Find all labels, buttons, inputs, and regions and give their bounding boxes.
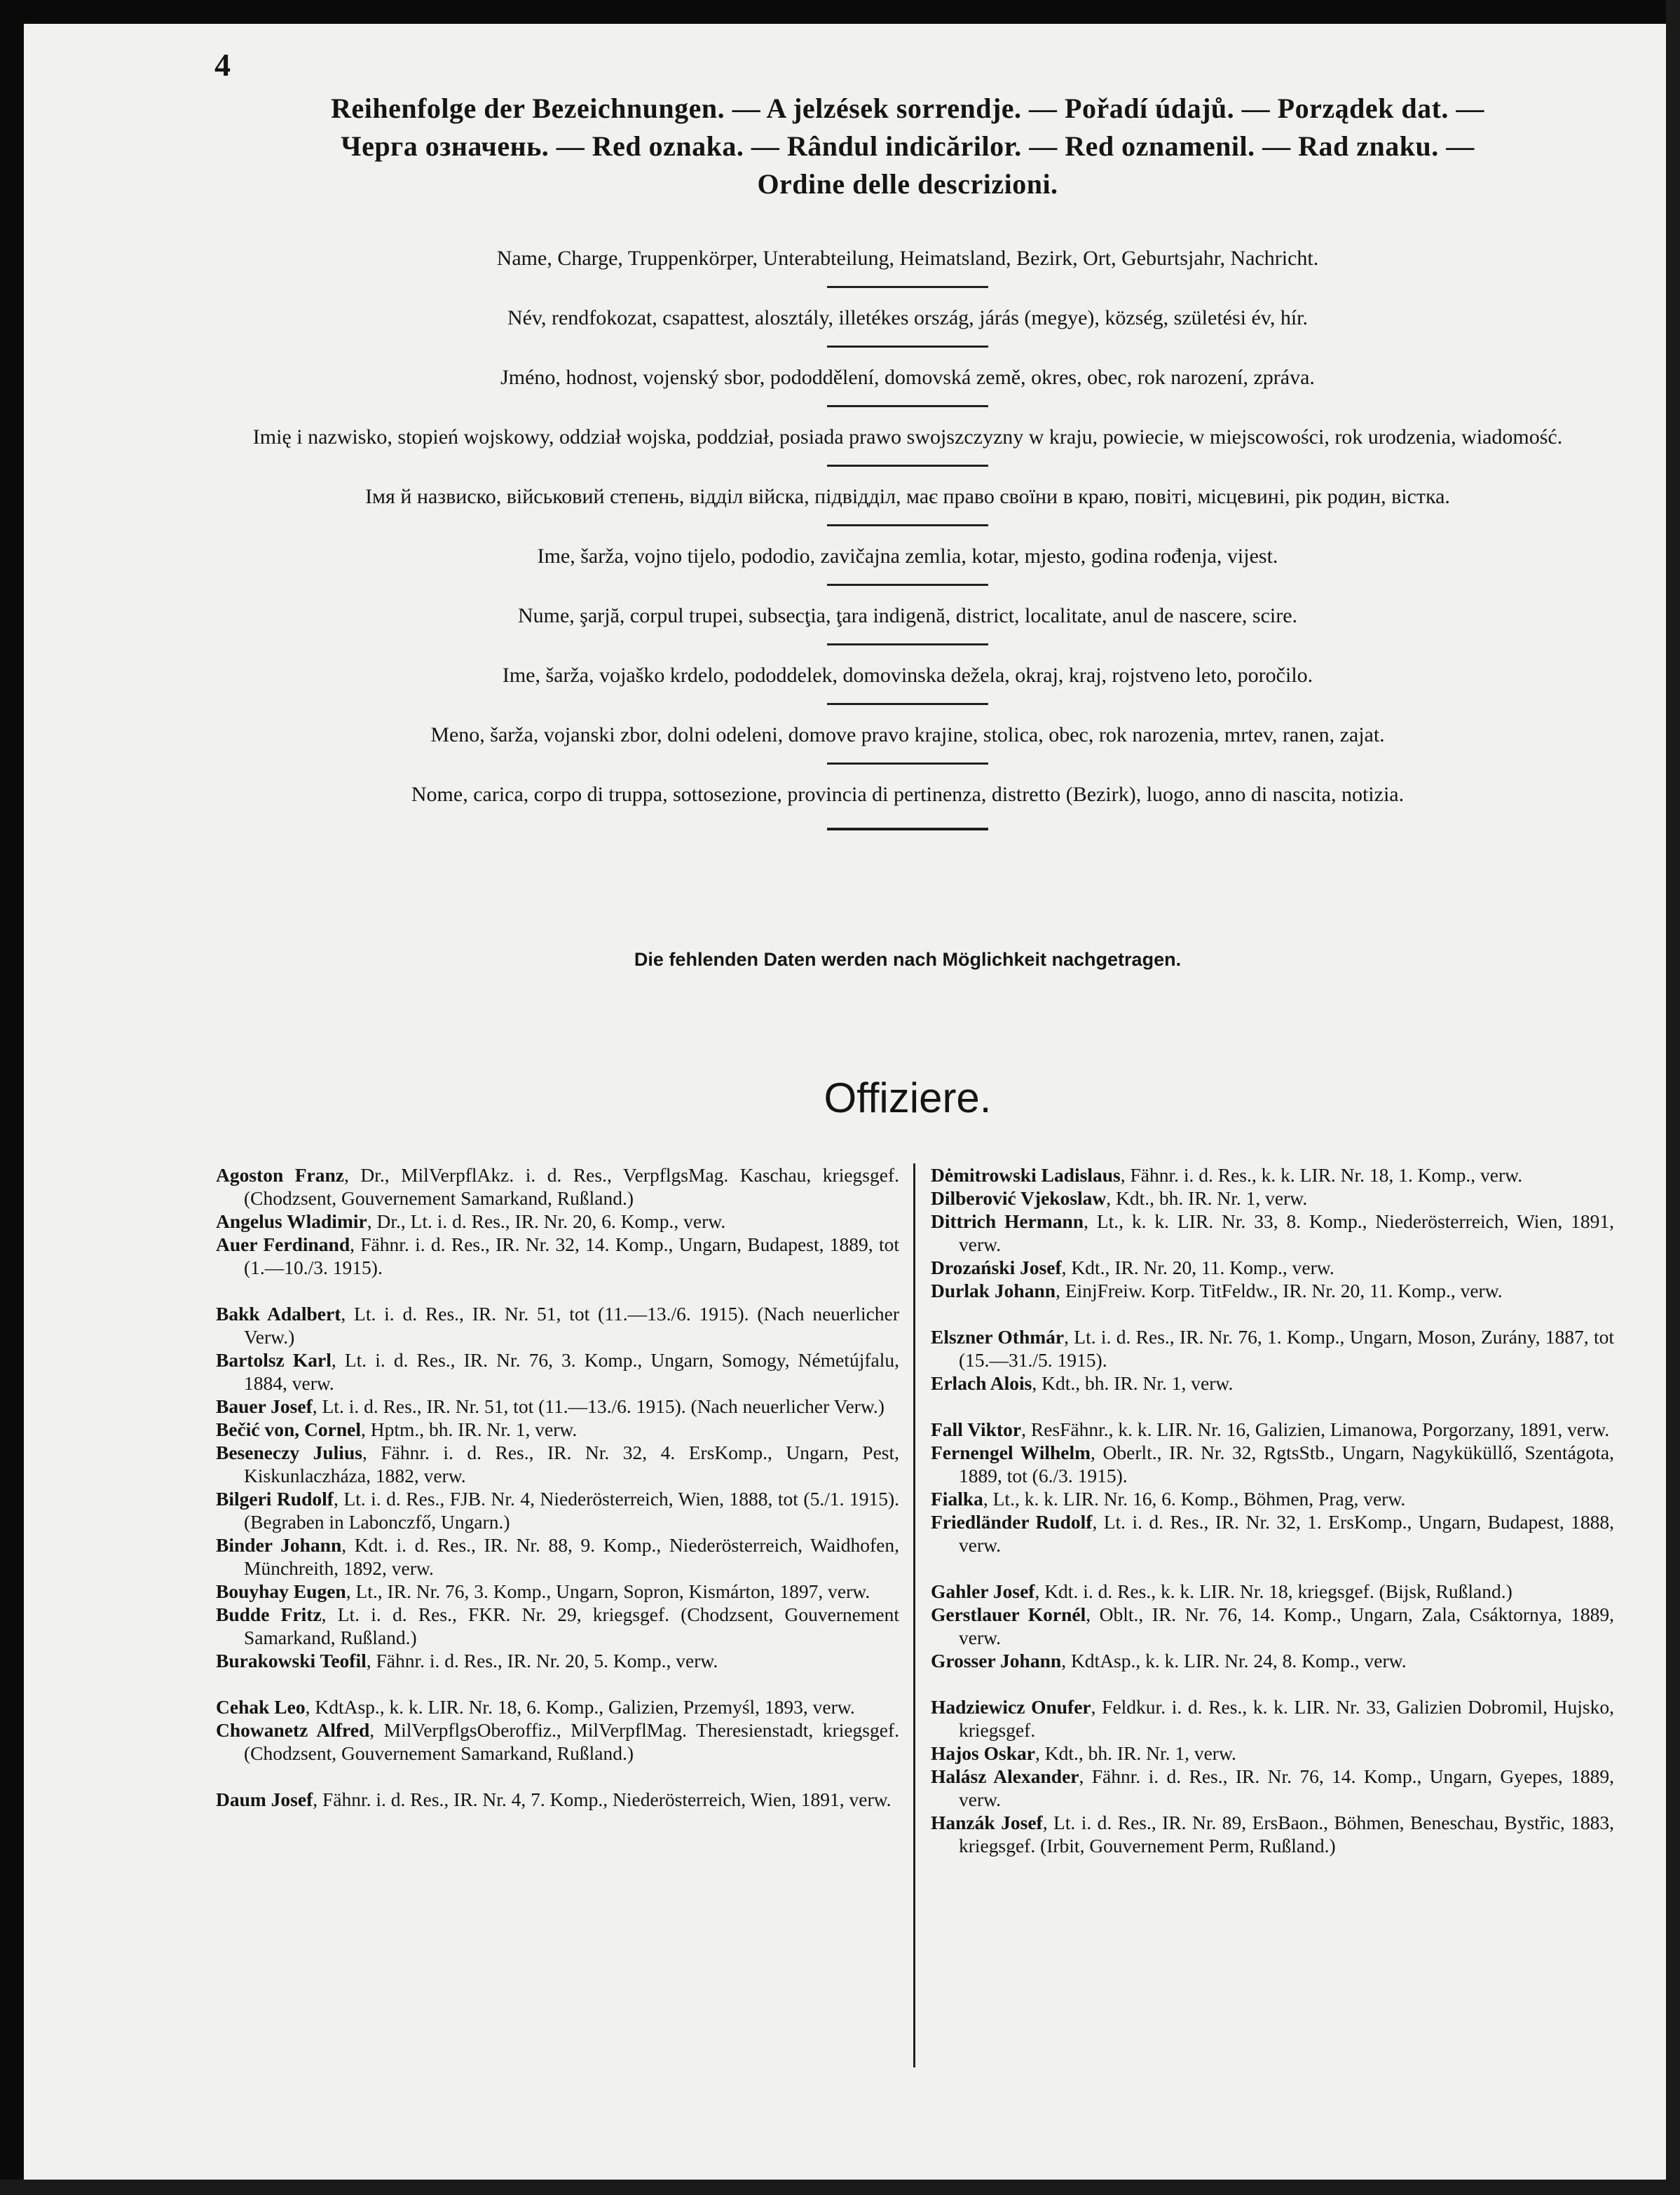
scan-border-top <box>0 0 1680 24</box>
casualty-entry <box>216 1210 899 1233</box>
casualty-entry <box>216 1533 899 1580</box>
casualty-name: Grosser Johann <box>931 1650 1062 1671</box>
legend-divider <box>827 465 988 467</box>
casualty-name: Elszner Othmár <box>931 1326 1065 1348</box>
casualty-entry <box>216 1695 899 1718</box>
casualty-details: , Lt., k. k. LIR. Nr. 16, 6. Komp., Böhmen, Prag, verw. <box>983 1488 1406 1510</box>
casualty-name: Drozański Josef <box>931 1257 1062 1278</box>
casualty-entry <box>931 1580 1614 1603</box>
casualty-details: , Kdt., bh. IR. Nr. 1, verw. <box>1034 1742 1236 1764</box>
casualty-details: , Hptm., bh. IR. Nr. 1, verw. <box>360 1418 578 1440</box>
casualty-name: Bilgeri Rudolf <box>216 1488 334 1510</box>
casualty-name: Durlak Johann <box>931 1280 1056 1301</box>
casualty-details: , Lt. i. d. Res., FJB. Nr. 4, Niederösterreich, Wien, 1888, tot (5./1. 1915). (Begraben in Labonczfő, Ungarn.) <box>244 1488 900 1533</box>
casualty-details: , EinjFreiw. Korp. TitFeldw., IR. Nr. 20, 11. Komp., verw. <box>1056 1280 1503 1301</box>
legend-entry-polish: Imię i nazwisko, stopień wojskowy, oddział wojska, poddział, posiada prawo swojszczyzny w kraju, powiecie, w miejscowości, rok urodzenia, wiadomość. <box>252 425 1563 449</box>
casualty-name: Auer Ferdinand <box>216 1233 350 1255</box>
casualty-details: , Fähnr. i. d. Res., IR. Nr. 76, 14. Komp., Ungarn, Gyepes, 1889, verw. <box>959 1765 1614 1810</box>
casualty-entry <box>931 1256 1614 1279</box>
casualty-details: , Fähnr. i. d. Res., IR. Nr. 20, 5. Komp., verw. <box>366 1650 718 1671</box>
casualty-entry <box>931 1811 1614 1857</box>
casualty-name: Daum Josef <box>216 1789 313 1810</box>
casualty-details: , Kdt. i. d. Res., k. k. LIR. Nr. 18, kriegsgef. (Bijsk, Rußland.) <box>1034 1580 1512 1602</box>
alphabet-group-gap <box>216 1672 899 1695</box>
alphabet-group-gap <box>931 1672 1614 1695</box>
legend-entry-croatian: Ime, šarža, vojno tijelo, pododio, zavičajna zemlia, kotar, mjesto, godina rođenja, vijest. <box>537 545 1278 568</box>
casualty-name: Bakk Adalbert <box>216 1303 341 1325</box>
left-column <box>216 1163 899 1811</box>
legend-entry-hungarian: Név, rendfokozat, csapattest, alosztály, illetékes ország, járás (megye), község, születési év, hír. <box>507 306 1309 329</box>
casualty-entry <box>931 1279 1614 1302</box>
legend-divider-final <box>827 828 988 830</box>
casualty-name: Fernengel Wilhelm <box>931 1442 1091 1463</box>
alphabet-group-gap <box>931 1557 1614 1580</box>
casualty-entry <box>216 1441 899 1487</box>
casualty-details: , Lt. i. d. Res., IR. Nr. 89, ErsBaon., Böhmen, Beneschau, Bystřic, 1883, kriegsgef. (Irbit, Gouvernement Perm, Rußland.) <box>959 1812 1615 1856</box>
title-line: Ordine delle descrizioni. <box>757 168 1058 200</box>
casualty-entry <box>216 1418 899 1441</box>
legend-divider <box>827 703 988 705</box>
legend-entry-german: Name, Charge, Truppenkörper, Unterabteilung, Heimatsland, Bezirk, Ort, Geburtsjahr, Nachricht. <box>496 247 1319 270</box>
casualty-name: Dėmitrowski Ladislaus <box>931 1164 1121 1186</box>
casualty-details: , KdtAsp., k. k. LIR. Nr. 18, 6. Komp., Galizien, Przemyśl, 1893, verw. <box>305 1696 855 1718</box>
casualty-entry <box>931 1603 1614 1649</box>
casualty-entry <box>931 1441 1614 1487</box>
casualty-entry <box>216 1718 899 1765</box>
casualty-details: , Lt. i. d. Res., IR. Nr. 76, 3. Komp., Ungarn, Somogy, Németújfalu, 1884, verw. <box>244 1349 899 1394</box>
casualty-details: , Lt. i. d. Res., IR. Nr. 51, tot (11.—13./6. 1915). (Nach neuerlicher Verw.) <box>312 1395 885 1417</box>
casualty-name: Hanzák Josef <box>931 1812 1043 1833</box>
casualty-details: , Fähnr. i. d. Res., IR. Nr. 4, 7. Komp., Niederösterreich, Wien, 1891, verw. <box>313 1789 892 1810</box>
casualty-details: , Lt., k. k. LIR. Nr. 33, 8. Komp., Niederösterreich, Wien, 1891, verw. <box>959 1210 1614 1255</box>
casualty-details: , Lt., IR. Nr. 76, 3. Komp., Ungarn, Sopron, Kismárton, 1897, verw. <box>346 1580 870 1602</box>
casualty-entry <box>216 1395 899 1418</box>
legend-entry-czech: Jméno, hodnost, vojenský sbor, pododdělení, domovská země, okres, obec, rok narození, zpráva. <box>500 366 1315 389</box>
casualty-name: Dittrich Hermann <box>931 1210 1084 1232</box>
page-number: 4 <box>214 47 231 83</box>
casualty-name: Budde Fritz <box>216 1603 322 1625</box>
casualty-name: Binder Johann <box>216 1534 342 1556</box>
casualty-name: Fall Viktor <box>931 1418 1022 1440</box>
casualty-name: Erlach Alois <box>931 1372 1032 1394</box>
legend-divider <box>827 286 988 288</box>
casualty-name: Chowanetz Alfred <box>216 1719 370 1741</box>
legend-divider <box>827 405 988 407</box>
casualty-details: , Kdt., bh. IR. Nr. 1, verw. <box>1106 1187 1308 1209</box>
casualty-entry <box>216 1603 899 1649</box>
legend-divider <box>827 643 988 645</box>
casualty-name: Dilberović Vjekoslaw <box>931 1187 1107 1209</box>
casualty-details: , MilVerpflgsOberoffiz., MilVerpflMag. Theresienstadt, kriegsgef. (Chodzsent, Gouvernement Samarkand, Rußland.) <box>244 1719 899 1764</box>
casualty-details: , Lt. i. d. Res., IR. Nr. 76, 1. Komp., Ungarn, Moson, Zurány, 1887, tot (15.—31./5. 1915). <box>959 1326 1614 1371</box>
casualty-details: , Fähnr. i. d. Res., IR. Nr. 32, 14. Komp., Ungarn, Budapest, 1889, tot (1.—10./3. 1915). <box>244 1233 899 1278</box>
casualty-entry <box>216 1163 899 1210</box>
casualty-entry <box>931 1325 1614 1372</box>
casualty-entry <box>216 1487 899 1533</box>
casualty-details: , Lt. i. d. Res., FKR. Nr. 29, kriegsgef. (Chodzsent, Gouvernement Samarkand, Rußland.) <box>244 1603 899 1648</box>
alphabet-group-gap <box>931 1302 1614 1325</box>
alphabet-group-gap <box>216 1279 899 1302</box>
missing-data-notice: Die fehlenden Daten werden nach Möglichkeit nachgetragen. <box>634 949 1182 970</box>
casualty-entry <box>216 1788 899 1811</box>
casualty-details: , ResFähnr., k. k. LIR. Nr. 16, Galizien, Limanowa, Porgorzany, 1891, verw. <box>1021 1418 1610 1440</box>
legend-entry-romanian: Nume, şarjă, corpul trupei, subsecţia, ţara indigenă, district, localitate, anul de nascere, scire. <box>517 604 1298 627</box>
casualty-name: Gerstlauer Kornél <box>931 1603 1086 1625</box>
casualty-entry <box>931 1510 1614 1557</box>
casualty-name: Agoston Franz <box>216 1164 344 1186</box>
casualty-entry <box>216 1302 899 1348</box>
field-order-legend <box>210 245 1605 830</box>
scan-border-bottom <box>0 2180 1680 2195</box>
casualty-entry <box>216 1580 899 1603</box>
casualty-entry <box>931 1372 1614 1395</box>
casualty-details: , Dr., MilVerpflAkz. i. d. Res., VerpflgsMag. Kaschau, kriegsgef. (Chodzsent, Gouvernement Samarkand, Rußland.) <box>244 1164 899 1209</box>
casualty-entry <box>931 1695 1614 1742</box>
right-column <box>931 1163 1614 1857</box>
casualty-entry <box>931 1649 1614 1672</box>
casualty-name: Fialka <box>931 1488 983 1510</box>
casualty-details: , Kdt., bh. IR. Nr. 1, verw. <box>1032 1372 1234 1394</box>
casualty-entry <box>931 1163 1614 1187</box>
casualty-details: , Feldkur. i. d. Res., k. k. LIR. Nr. 33, Galizien Dobromil, Hujsko, kriegsgef. <box>959 1696 1614 1741</box>
alphabet-group-gap <box>931 1395 1614 1418</box>
casualty-name: Bauer Josef <box>216 1395 313 1417</box>
casualty-name: Beseneczy Julius <box>216 1442 362 1463</box>
title-line: Reihenfolge der Bezeichnungen. — A jelzések sorrendje. — Pořadí údajů. — Porządek dat. — <box>331 93 1484 124</box>
casualty-details: , KdtAsp., k. k. LIR. Nr. 24, 8. Komp., verw. <box>1061 1650 1407 1671</box>
casualty-entry <box>216 1233 899 1279</box>
casualty-name: Hajos Oskar <box>931 1742 1035 1764</box>
casualty-details: , Lt. i. d. Res., IR. Nr. 32, 1. ErsKomp., Ungarn, Budapest, 1888, verw. <box>959 1511 1614 1556</box>
casualty-details: , Fähnr. i. d. Res., k. k. LIR. Nr. 18, 1. Komp., verw. <box>1120 1164 1523 1186</box>
legend-entry-italian: Nome, carica, corpo di truppa, sottosezione, provincia di pertinenza, distretto (Bezirk), luogo, anno di nascita, notizia. <box>411 783 1405 806</box>
casualty-details: , Kdt., IR. Nr. 20, 11. Komp., verw. <box>1061 1257 1334 1278</box>
column-divider <box>913 1163 915 2067</box>
casualty-entry <box>931 1487 1614 1510</box>
scan-border-left <box>0 0 24 2195</box>
casualty-name: Bartolsz Karl <box>216 1349 332 1371</box>
casualty-details: , Lt. i. d. Res., IR. Nr. 51, tot (11.—13./6. 1915). (Nach neuerlicher Verw.) <box>244 1303 899 1348</box>
scan-border-right <box>1666 0 1680 2195</box>
legend-divider <box>827 584 988 586</box>
casualty-name: Gahler Josef <box>931 1580 1035 1602</box>
casualty-name: Burakowski Teofil <box>216 1650 367 1671</box>
section-heading: Offiziere. <box>824 1074 992 1121</box>
casualty-details: , Kdt. i. d. Res., IR. Nr. 88, 9. Komp., Niederösterreich, Waidhofen, Münchreith, 1892, verw. <box>244 1534 899 1579</box>
legend-divider <box>827 524 988 526</box>
casualty-details: , Dr., Lt. i. d. Res., IR. Nr. 20, 6. Komp., verw. <box>367 1210 726 1232</box>
alphabet-group-gap <box>216 1765 899 1788</box>
casualty-details: , Fähnr. i. d. Res., IR. Nr. 32, 4. ErsKomp., Ungarn, Pest, Kiskunlaczháza, 1882, verw. <box>244 1442 899 1486</box>
casualty-entry <box>931 1765 1614 1811</box>
title-line: Черга означень. — Red oznaka. — Rândul indicărilor. — Red oznamenil. — Rad znaku. — <box>341 130 1475 162</box>
casualty-name: Cehak Leo <box>216 1696 306 1718</box>
casualty-entry <box>216 1649 899 1672</box>
casualty-name: Bečić von, Cornel <box>216 1418 361 1440</box>
legend-divider <box>827 346 988 348</box>
casualty-name: Friedländer Rudolf <box>931 1511 1093 1533</box>
casualty-name: Hadziewicz Onufer <box>931 1696 1091 1718</box>
casualty-entry <box>931 1742 1614 1765</box>
legend-entry-ruthenian: Імя й назвиско, військовий степень, відділ війска, підвідділ, має право своїни в краю, повіті, місцевині, рік родин, вістка. <box>365 485 1450 508</box>
casualty-entry <box>931 1187 1614 1210</box>
legend-entry-slovak: Meno, šarža, vojanski zbor, dolni odeleni, domove pravo krajine, stolica, obec, rok narozenia, mrtev, ranen, zajat. <box>430 723 1385 746</box>
casualty-name: Halász Alexander <box>931 1765 1079 1787</box>
casualty-details: , Oblt., IR. Nr. 76, 14. Komp., Ungarn, Zala, Csáktornya, 1889, verw. <box>959 1603 1615 1648</box>
casualty-entry <box>216 1348 899 1395</box>
casualty-details: , Oberlt., IR. Nr. 32, RgtsStb., Ungarn, Nagyküküllő, Szentágota, 1889, tot (6./3. 1915). <box>959 1442 1614 1486</box>
title-block <box>210 90 1605 203</box>
casualty-name: Bouyhay Eugen <box>216 1580 346 1602</box>
casualty-entry <box>931 1418 1614 1441</box>
casualty-name: Angelus Wladimir <box>216 1210 367 1232</box>
legend-divider <box>827 763 988 765</box>
legend-entry-slovenian: Ime, šarža, vojaško krdelo, pododdelek, domovinska dežela, okraj, kraj, rojstveno leto, poročilo. <box>502 664 1313 687</box>
casualty-entry <box>931 1210 1614 1256</box>
